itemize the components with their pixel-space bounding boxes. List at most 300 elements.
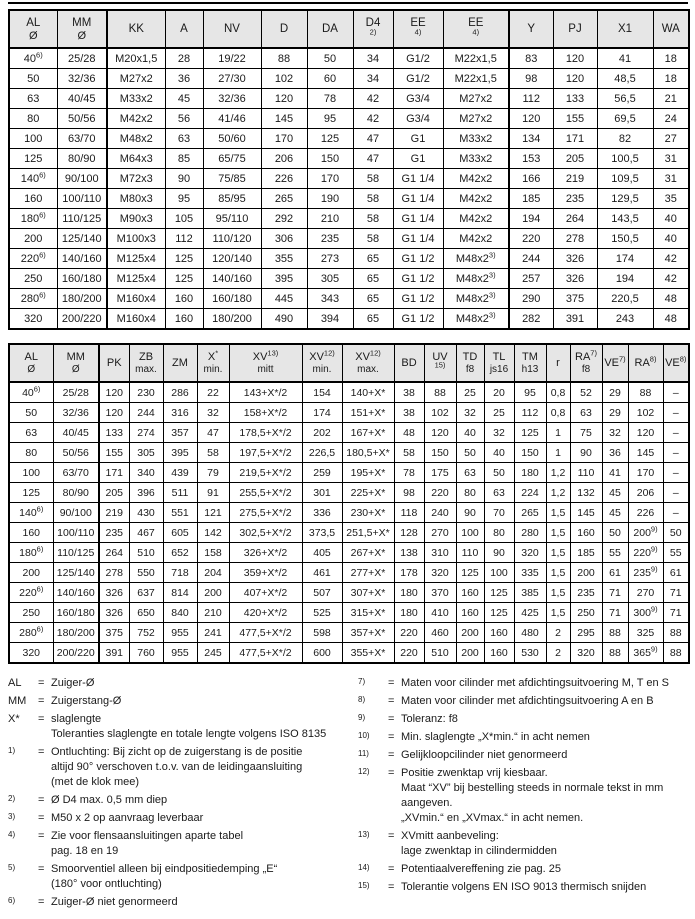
table-cell: 477,5+X*/2 [229, 623, 302, 643]
table-cell: 133 [553, 89, 597, 109]
table-row [9, 269, 689, 289]
table-cell: 47 [353, 149, 393, 169]
table-cell: 200/220 [53, 643, 99, 664]
footnote-key: 10) [358, 731, 370, 740]
table-cell: 140/160 [203, 269, 261, 289]
table-row [9, 249, 689, 269]
table-cell: 391 [99, 643, 129, 664]
table-cell: 143+X*/2 [229, 382, 302, 403]
table-cell: 90 [165, 169, 203, 189]
column-header: EE $^{4)}$ [393, 10, 443, 48]
table-cell: G3/4 [393, 109, 443, 129]
table-cell: 205 [99, 483, 129, 503]
table-cell: M27x2 [443, 109, 509, 129]
column-header: KK [107, 10, 165, 48]
table-cell: M64x3 [107, 149, 165, 169]
footnote-key: 15) [358, 881, 370, 890]
table-cell: M100x3 [107, 229, 165, 249]
table-cell: 525 [302, 603, 342, 623]
table-cell: 88 [602, 643, 628, 664]
table-cell: 718 [163, 563, 197, 583]
table-row [9, 443, 689, 463]
table-cell: 38 [394, 403, 424, 423]
table-cell: 142 [197, 523, 229, 543]
table-cell: 95 [165, 189, 203, 209]
table-cell: 88 [261, 48, 307, 69]
table-cell: 395 [261, 269, 307, 289]
table-cell: M42x2 [443, 209, 509, 229]
table-cell: 102 [261, 69, 307, 89]
table-cell: 230+X* [342, 503, 394, 523]
table-cell: 32/36 [57, 69, 107, 89]
table-cell: 245 [197, 643, 229, 664]
table-cell: 47 [197, 423, 229, 443]
table-cell: 1,5 [546, 543, 570, 563]
footnote-key: AL [8, 677, 22, 689]
table-cell: G1 1/4 [393, 229, 443, 249]
table-cell: 394 [307, 309, 353, 330]
table-cell: 180/200 [203, 309, 261, 330]
table-cell: M42x2 [107, 109, 165, 129]
footnote-text: = Maten voor cilinder met afdichtingsuitvoering M, T en S [388, 677, 670, 689]
table-cell: 112 [165, 229, 203, 249]
footnote-key: X* [8, 713, 20, 725]
table-row [9, 69, 689, 89]
table-cell: 300$^{9)}$ [628, 603, 663, 623]
table-cell: 63 [165, 129, 203, 149]
table-cell: 95 [307, 109, 353, 129]
table-cell: – [663, 403, 689, 423]
header-row [9, 10, 689, 48]
table-cell: 219 [99, 503, 129, 523]
table-cell: 357+X* [342, 623, 394, 643]
table-cell: 316 [163, 403, 197, 423]
table-row [9, 543, 689, 563]
table-cell: M48x2$^{3)}$ [443, 289, 509, 309]
table-cell: 180,5+X* [342, 443, 394, 463]
column-header: WA [653, 10, 689, 48]
table-cell: 38 [394, 382, 424, 403]
table-cell: 120 [99, 382, 129, 403]
table-cell: M33x2 [107, 89, 165, 109]
table-cell: – [663, 483, 689, 503]
column-header: TL js16 [484, 344, 514, 382]
table-cell: 63 [9, 423, 53, 443]
table-cell: 305 [129, 443, 163, 463]
table-cell: 220$^{6)}$ [9, 583, 53, 603]
table-cell: 120 [509, 109, 553, 129]
table-cell: 605 [163, 523, 197, 543]
table-cell: 29 [602, 382, 628, 403]
table-cell: 110 [570, 463, 602, 483]
table-cell: 112 [514, 403, 546, 423]
table-cell: 255,5+X*/2 [229, 483, 302, 503]
table-cell: M27x2 [107, 69, 165, 89]
table-cell: 385 [514, 583, 546, 603]
table-cell: 42 [653, 249, 689, 269]
column-header: TM h13 [514, 344, 546, 382]
table-row [9, 563, 689, 583]
table-cell: 80 [484, 523, 514, 543]
table-cell: 326 [553, 269, 597, 289]
table-cell: 185 [570, 543, 602, 563]
table-cell: 78 [307, 89, 353, 109]
table-cell: 407+X*/2 [229, 583, 302, 603]
table-cell: 302,5+X*/2 [229, 523, 302, 543]
footnotes-section [8, 676, 688, 913]
table-cell: 204 [197, 563, 229, 583]
table-cell: 160 [9, 189, 57, 209]
table-cell: 110 [456, 543, 484, 563]
table-cell: 40/45 [57, 89, 107, 109]
table-cell: 420+X*/2 [229, 603, 302, 623]
table-row [9, 129, 689, 149]
table-cell: M48x2 [107, 129, 165, 149]
table-cell: 109,5 [597, 169, 653, 189]
footnote-text: = XVmitt aanbeveling: lage zwenktap in cilindermidden [388, 830, 557, 857]
table-row [9, 382, 689, 403]
table-cell: 85/95 [203, 189, 261, 209]
table-cell: 120 [553, 69, 597, 89]
table-cell: 40$^{6)}$ [9, 382, 53, 403]
table-cell: M160x4 [107, 309, 165, 330]
table-cell: 274 [129, 423, 163, 443]
column-header: MM Ø [57, 10, 107, 48]
table-cell: 530 [514, 643, 546, 664]
table-row [9, 229, 689, 249]
footnote [358, 730, 688, 745]
table-cell: 80 [456, 483, 484, 503]
table-cell: 83 [509, 48, 553, 69]
table-row [9, 209, 689, 229]
table-cell: 160 [484, 623, 514, 643]
table-row [9, 523, 689, 543]
table-cell: 42 [353, 89, 393, 109]
table-cell: 63/70 [57, 129, 107, 149]
table-cell: 375 [553, 289, 597, 309]
footnote-key: 12) [358, 767, 370, 776]
footnote-key: 1) [8, 746, 16, 755]
table-cell: 82 [597, 129, 653, 149]
table-cell: 50 [9, 69, 57, 89]
footnote-key: 7) [358, 677, 366, 686]
footnote [358, 829, 688, 859]
table-cell: 90 [570, 443, 602, 463]
table-cell: M160x4 [107, 289, 165, 309]
table-cell: 34 [353, 69, 393, 89]
table-cell: 32/36 [203, 89, 261, 109]
table-row [9, 583, 689, 603]
table-cell: 25/28 [53, 382, 99, 403]
table-cell: 140$^{6)}$ [9, 503, 53, 523]
table-cell: 175 [424, 463, 456, 483]
table-cell: M48x2$^{3)}$ [443, 249, 509, 269]
table-cell: 326+X*/2 [229, 543, 302, 563]
footnote-text: = Smoorventiel alleen bij eindpositiedemping „E“ (180° voor ontluchting) [38, 863, 278, 890]
footnotes-right-column [358, 676, 688, 913]
table-cell: 140/160 [57, 249, 107, 269]
table-cell: 1 [546, 443, 570, 463]
table-cell: 226 [261, 169, 307, 189]
table-cell: 1,2 [546, 483, 570, 503]
table-cell: 160 [9, 523, 53, 543]
table-cell: M72x3 [107, 169, 165, 189]
table-cell: 180 [394, 583, 424, 603]
table-cell: 52 [570, 382, 602, 403]
table-cell: 120 [628, 423, 663, 443]
column-header: BD [394, 344, 424, 382]
table-cell: 71 [602, 583, 628, 603]
table-cell: 439 [163, 463, 197, 483]
table-cell: 1,5 [546, 563, 570, 583]
table-cell: 220 [509, 229, 553, 249]
column-header: AL Ø [9, 344, 53, 382]
footnote [8, 811, 358, 826]
table-cell: 143,5 [597, 209, 653, 229]
table-cell: M48x2$^{3)}$ [443, 269, 509, 289]
column-header: PK [99, 344, 129, 382]
table-cell: 50 [307, 48, 353, 69]
table-cell: 359+X*/2 [229, 563, 302, 583]
table-cell: 326 [99, 583, 129, 603]
table-cell: 56,5 [597, 89, 653, 109]
table-cell: 100 [9, 463, 53, 483]
table-cell: 61 [663, 563, 689, 583]
table-cell: 150 [424, 443, 456, 463]
footnote-text: = Ø D4 max. 0,5 mm diep [38, 794, 168, 806]
table-cell: 125 [484, 603, 514, 623]
table-cell: 80/90 [53, 483, 99, 503]
table-cell: 760 [129, 643, 163, 664]
table-cell: 58 [353, 189, 393, 209]
table-cell: 259 [302, 463, 342, 483]
table-cell: 40/45 [53, 423, 99, 443]
table-cell: 31 [653, 149, 689, 169]
table-cell: 102 [628, 403, 663, 423]
footnote [358, 694, 688, 709]
table-cell: 290 [509, 289, 553, 309]
table-cell: 29 [602, 403, 628, 423]
table-cell: 160 [165, 309, 203, 330]
table-cell: 265 [261, 189, 307, 209]
table-cell: 24 [653, 109, 689, 129]
table-cell: 220 [394, 643, 424, 664]
table-cell: G1 1/4 [393, 189, 443, 209]
table-cell: 230 [129, 382, 163, 403]
table-cell: 325 [628, 623, 663, 643]
table-cell: 461 [302, 563, 342, 583]
table-cell: 650 [129, 603, 163, 623]
table-cell: 125 [456, 563, 484, 583]
table-cell: 510 [424, 643, 456, 664]
table-cell: 264 [553, 209, 597, 229]
table-cell: 110/125 [57, 209, 107, 229]
table-cell: 490 [261, 309, 307, 330]
table-cell: 180 [394, 603, 424, 623]
table-cell: 50 [9, 403, 53, 423]
table-cell: 140/160 [53, 583, 99, 603]
footnote-text: = Toleranz: f8 [388, 713, 458, 725]
table-cell: M20x1,5 [107, 48, 165, 69]
table-row [9, 423, 689, 443]
table-cell: 102 [424, 403, 456, 423]
table-cell: 320 [9, 309, 57, 330]
table-cell: 391 [553, 309, 597, 330]
table-row [9, 149, 689, 169]
table-cell: 40 [653, 229, 689, 249]
table-cell: 45 [602, 483, 628, 503]
table-cell: 90/100 [53, 503, 99, 523]
footnote-text: = Zie voor flensaansluitingen aparte tabel pag. 18 en 19 [38, 830, 244, 857]
table-cell: 194 [509, 209, 553, 229]
table-cell: 63 [570, 403, 602, 423]
footnote-text: = Positie zwenktap vrij kiesbaar. Maat “XV” bij bestelling steeds in normale tekst in mm aangeven. „XVmin.“ en „XVmax.“ in acht nemen. [388, 767, 664, 824]
table-cell: 320 [514, 543, 546, 563]
table-cell: 120 [99, 403, 129, 423]
table-cell: M80x3 [107, 189, 165, 209]
table-cell: 1,5 [546, 523, 570, 543]
table-cell: 510 [129, 543, 163, 563]
table-cell: 295 [570, 623, 602, 643]
table-cell: 2 [546, 643, 570, 664]
column-header: D [261, 10, 307, 48]
table-cell: 155 [553, 109, 597, 129]
table-cell: 40$^{6)}$ [9, 48, 57, 69]
table-cell: G1 1/2 [393, 269, 443, 289]
table-cell: 267+X* [342, 543, 394, 563]
table-cell: 219 [553, 169, 597, 189]
table-cell: 50 [663, 523, 689, 543]
table-cell: 185 [509, 189, 553, 209]
column-header: NV [203, 10, 261, 48]
table-cell: 134 [509, 129, 553, 149]
footnote [8, 793, 358, 808]
table-cell: 206 [261, 149, 307, 169]
table-cell: 42 [353, 109, 393, 129]
table-cell: 477,5+X*/2 [229, 643, 302, 664]
table-cell: 125 [514, 423, 546, 443]
table-cell: M125x4 [107, 269, 165, 289]
table-cell: 226 [628, 503, 663, 523]
table-cell: 160 [484, 643, 514, 664]
column-header: RA$^{7)}$ f8 [570, 344, 602, 382]
table-cell: G1 1/2 [393, 249, 443, 269]
footnote-key: 3) [8, 812, 16, 821]
footnote-text: = M50 x 2 op aanvraag leverbaar [38, 812, 204, 824]
table-cell: 160/180 [53, 603, 99, 623]
table-cell: 200 [570, 563, 602, 583]
footnote-key: 5) [8, 863, 16, 872]
table-cell: 88 [663, 623, 689, 643]
table-cell: M42x2 [443, 229, 509, 249]
table-cell: 1,5 [546, 603, 570, 623]
table-cell: 90 [484, 543, 514, 563]
table-cell: 50 [602, 523, 628, 543]
table-cell: 357 [163, 423, 197, 443]
table-cell: 150,5 [597, 229, 653, 249]
table-cell: 58 [353, 209, 393, 229]
table-cell: 250 [9, 269, 57, 289]
table-cell: 370 [424, 583, 456, 603]
table-cell: 18 [653, 69, 689, 89]
table-cell: 110/125 [53, 543, 99, 563]
table-cell: 150 [514, 443, 546, 463]
footnote-key: 14) [358, 863, 370, 872]
table-cell: 100 [484, 563, 514, 583]
table-cell: 445 [261, 289, 307, 309]
table-cell: 170 [307, 169, 353, 189]
column-header: UV $^{15)}$ [424, 344, 456, 382]
footnote-text: = Maten voor cilinder met afdichtingsuitvoering A en B [388, 695, 654, 707]
table-cell: 71 [602, 603, 628, 623]
table-cell: 41 [602, 463, 628, 483]
footnote-text: = Zuiger-Ø [38, 677, 95, 689]
table-cell: 120 [261, 89, 307, 109]
table-cell: 507 [302, 583, 342, 603]
table-cell: M125x4 [107, 249, 165, 269]
table-cell: 50/56 [53, 443, 99, 463]
footnote-text: = slaglengte Toleranties slaglengte en totale lengte volgens ISO 8135 [38, 713, 327, 740]
column-header: TD f8 [456, 344, 484, 382]
table-cell: 79 [197, 463, 229, 483]
table-cell: 151+X* [342, 403, 394, 423]
table-cell: 170 [261, 129, 307, 149]
footnote [358, 880, 688, 895]
table-cell: 125/140 [53, 563, 99, 583]
table-cell: 180/200 [57, 289, 107, 309]
table-cell: 120 [553, 48, 597, 69]
table-cell: 200 [456, 623, 484, 643]
table-cell: 235 [99, 523, 129, 543]
footnote-text: = Ontluchting: Bij zicht op de zuigerstang is de positie altijd 90° verschoven t.o.v. van de leidingaansluiting (met de klok mee) [38, 746, 303, 788]
table-cell: 120 [424, 423, 456, 443]
dimensions-table-main [8, 9, 690, 330]
table-cell: 50/56 [57, 109, 107, 129]
table-cell: 226,5 [302, 443, 342, 463]
table-cell: 140+X* [342, 382, 394, 403]
table-cell: 71 [663, 603, 689, 623]
footnote-text: = Zuiger-Ø niet genormeerd [38, 896, 178, 908]
header-row [9, 344, 689, 382]
footnote [8, 694, 358, 709]
table-cell: 320 [570, 643, 602, 664]
table-cell: 41/46 [203, 109, 261, 129]
footnote [358, 676, 688, 691]
table-cell: 98 [509, 69, 553, 89]
column-header: RA$^{8)}$ [628, 344, 663, 382]
table-cell: 250 [570, 603, 602, 623]
table-cell: 125 [9, 149, 57, 169]
table-cell: M22x1,5 [443, 69, 509, 89]
table-cell: G1/2 [393, 69, 443, 89]
table-cell: 160/180 [57, 269, 107, 289]
footnote [358, 862, 688, 877]
table-cell: 40 [456, 423, 484, 443]
table-cell: 200$^{9)}$ [628, 523, 663, 543]
table-cell: 326 [99, 603, 129, 623]
table-cell: 32 [602, 423, 628, 443]
table-cell: 355 [261, 249, 307, 269]
table-cell: 250 [9, 603, 53, 623]
table-cell: 125/140 [57, 229, 107, 249]
column-header: X* min. [197, 344, 229, 382]
table-cell: 235$^{9)}$ [628, 563, 663, 583]
table-cell: 18 [653, 48, 689, 69]
table-row [9, 89, 689, 109]
table-cell: G1/2 [393, 48, 443, 69]
column-header: r [546, 344, 570, 382]
table-cell: 190 [307, 189, 353, 209]
